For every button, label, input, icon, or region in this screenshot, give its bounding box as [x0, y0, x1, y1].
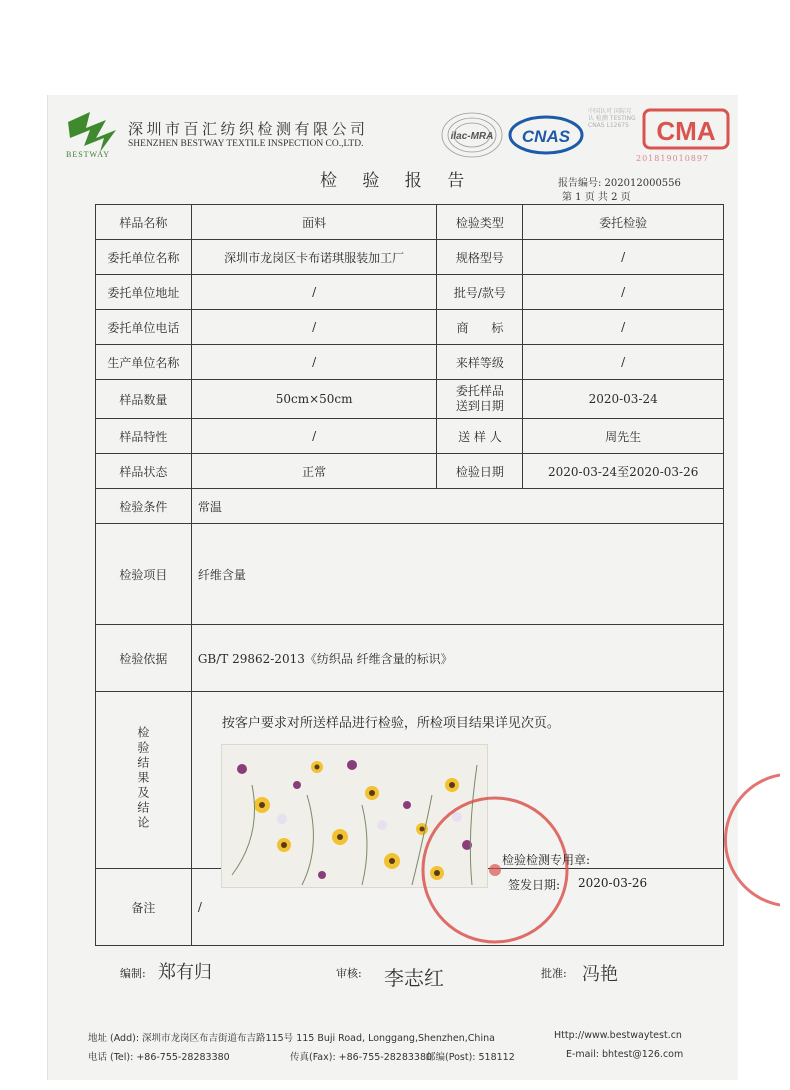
- sample-name-label: 样品名称: [96, 205, 192, 240]
- sign-date-value: 2020-03-26: [578, 876, 648, 890]
- basis-value: GB/T 29862-2013《纺织品 纤维含量的标识》: [191, 625, 723, 692]
- page-seal-icon: [700, 770, 780, 910]
- footer-email: E-mail: bhtest@126.com: [566, 1049, 684, 1060]
- table-row: [96, 625, 724, 692]
- grade-label: 来样等级: [437, 345, 523, 380]
- client-phone-label: 委托单位电话: [96, 310, 192, 345]
- client-address-value: /: [191, 275, 437, 310]
- client-phone-value: /: [191, 310, 437, 345]
- brand-label: 商 标: [437, 310, 523, 345]
- footer-tel: 电话 (Tel): +86-755-28283380: [88, 1052, 230, 1063]
- footer-website: Http://www.bestwaytest.cn: [554, 1030, 682, 1041]
- client-address-label: 委托单位地址: [96, 275, 192, 310]
- state-value: 正常: [191, 454, 437, 489]
- table-row: [96, 489, 724, 524]
- inspect-date-value: 2020-03-24至2020-03-26: [523, 454, 724, 489]
- table-row: [96, 345, 724, 380]
- inspect-type-value: 委托检验: [523, 205, 724, 240]
- table-row: [96, 524, 724, 625]
- report-number: 报告编号: 202012000556: [558, 178, 681, 189]
- company-name-cn: 深圳市百汇纺织检测有限公司: [128, 120, 369, 138]
- quantity-value: 50cm×50cm: [191, 380, 437, 419]
- items-value: 纤维含量: [191, 524, 723, 625]
- logo-text: BESTWAY: [66, 150, 111, 159]
- footer-fax: 传真(Fax): +86-755-28283380: [290, 1052, 433, 1063]
- brand-value: /: [523, 310, 724, 345]
- table-row: [96, 275, 724, 310]
- producer-label: 生产单位名称: [96, 345, 192, 380]
- review-label: 审核:: [336, 967, 362, 980]
- conclusion-label-cell: [96, 692, 192, 869]
- state-label: 样品状态: [96, 454, 192, 489]
- sample-name-value: 面料: [191, 205, 437, 240]
- conclusion-label: 检验结果及结论: [135, 726, 150, 831]
- inspect-date-label: 检验日期: [437, 454, 523, 489]
- client-name-label: 委托单位名称: [96, 240, 192, 275]
- table-row: [96, 205, 724, 240]
- sign-date-label: 签发日期:: [508, 878, 561, 892]
- delivery-date-label: 委托样品送到日期: [437, 380, 523, 419]
- feature-value: /: [191, 419, 437, 454]
- table-row: [96, 310, 724, 345]
- cma-text: CMA: [656, 116, 716, 146]
- quantity-label: 样品数量: [96, 380, 192, 419]
- condition-label: 检验条件: [96, 489, 192, 524]
- spec-value: /: [523, 240, 724, 275]
- compile-signature: 郑有归: [158, 962, 212, 983]
- table-row: [96, 380, 724, 419]
- page-info: 第 1 页 共 2 页: [562, 192, 631, 203]
- seal-label: 检验检测专用章:: [502, 853, 591, 867]
- company-name-en: SHENZHEN BESTWAY TEXTILE INSPECTION CO.,LTD.: [128, 139, 364, 149]
- inspect-type-label: 检验类型: [437, 205, 523, 240]
- conclusion-text: 按客户要求对所送样品进行检验，所检项目结果详见次页。: [221, 716, 560, 731]
- review-signature: 李志红: [384, 966, 444, 990]
- basis-label: 检验依据: [96, 625, 192, 692]
- condition-value: 常温: [191, 489, 723, 524]
- table-row: [96, 240, 724, 275]
- report-title: 检 验 报 告: [320, 171, 475, 191]
- spec-label: 规格型号: [437, 240, 523, 275]
- cnas-text: CNAS: [521, 127, 571, 146]
- remark-label: 备注: [96, 869, 192, 946]
- footer-address: 地址 (Add): 深圳市龙岗区布吉街道布吉路115号 115 Buji Road, Longgang,Shenzhen,China: [88, 1033, 495, 1044]
- delivery-date-value: 2020-03-24: [523, 380, 724, 419]
- table-row: [96, 419, 724, 454]
- cnas-icon: [508, 115, 584, 155]
- sender-label: 送 样 人: [437, 419, 523, 454]
- approve-signature: 冯艳: [582, 964, 618, 985]
- grade-value: /: [523, 345, 724, 380]
- items-label: 检验项目: [96, 524, 192, 625]
- client-name-value: 深圳市龙岗区卡布诺琪服装加工厂: [191, 240, 437, 275]
- batch-value: /: [523, 275, 724, 310]
- cma-icon: [641, 107, 731, 153]
- compile-label: 编制:: [120, 967, 146, 980]
- footer-post: 邮编(Post): 518112: [426, 1052, 515, 1063]
- sender-value: 周先生: [523, 419, 724, 454]
- ilac-mra-icon: [440, 110, 504, 160]
- table-row: [96, 454, 724, 489]
- ilac-text: ilac-MRA: [450, 131, 494, 142]
- cma-side-text: 中国认可 国际互认 检测 TESTING CNAS L12675: [588, 108, 636, 129]
- batch-label: 批号/款号: [437, 275, 523, 310]
- producer-value: /: [191, 345, 437, 380]
- approve-label: 批准:: [541, 967, 567, 980]
- feature-label: 样品特性: [96, 419, 192, 454]
- official-seal-icon: [415, 790, 575, 950]
- remark-value: /: [191, 869, 723, 946]
- cma-number: 201819010897: [636, 154, 710, 163]
